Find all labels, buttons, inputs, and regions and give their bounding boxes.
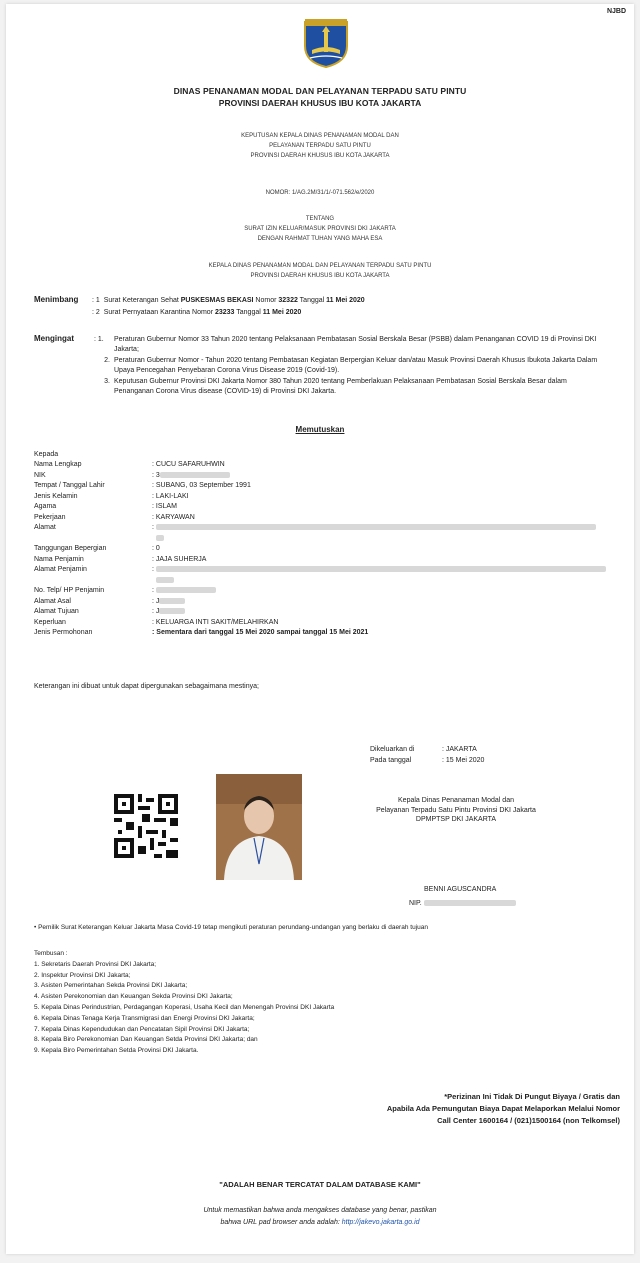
redacted-alamat (156, 524, 596, 530)
mengingat-item-1: : 1. Peraturan Gubernur Nomor 33 Tahun 2020 tentang Pelaksanaan Pembatasan Sosial Berskala Besar (PSBB) dalam Penanganan COVID 19 di Provinsi DKI Jakarta; (94, 336, 597, 353)
signer-title: Kepala Dinas Penanaman Modal dan Pelayanan Terpadu Satu Pintu Provinsi DKI Jakarta DPMPTSP DKI JAKARTA (376, 797, 536, 823)
applicant-details (34, 461, 606, 640)
decree-heading: KEPUTUSAN KEPALA DINAS PENANAMAN MODAL DAN PELAYANAN TERPADU SATU PINTU PROVINSI DAERAH KHUSUS IBU KOTA JAKARTA (241, 133, 399, 159)
field-nik: NIK : 3 (34, 472, 606, 483)
memutuskan-heading: Memutuskan (295, 425, 345, 434)
menimbang-item-2: : 2 Surat Pernyataan Karantina Nomor 23233 Tanggal 11 Mei 2020 (92, 309, 302, 316)
note-text: • Pemilik Surat Keterangan Keluar Jakarta Masa Covid-19 tetap mengikuti peraturan perundang-undangan yang berlaku di daerah tujuan (34, 924, 428, 931)
mengingat-list (94, 335, 599, 396)
redacted-telp (156, 587, 216, 593)
decree-number: NOMOR: 1/AG.2M/31/1/-071.562/e/2020 (265, 190, 375, 196)
tembusan-list: Tembusan : 1. Sekretaris Daerah Provinsi DKI Jakarta; 2. Inspektur Provinsi DKI Jakarta; 3. Asisten Pemerintahan Sekda Provinsi DKI Jakarta; 4. Asisten Perekonomian dan Keuangan Sekda Provinsi DKI Jakarta; 5. Kepala Dinas Perindustrian, Perdagangan Koperasi, Usaha Kecil dan Menengah Provinsi DKI Jakarta 6. Kepala Dinas Tenaga Kerja Transmigrasi dan Energi Provinsi DKI Jakarta; 7. Kepala Dinas Kependudukan dan Pencatatan Sipil Provinsi DKI Jakarta; 8. Kepala Biro Perekonomian Dan Keuangan Setda Provinsi DKI Jakarta; dan 9. Kepala Biro Pemerintahan Setda Provinsi DKI Jakarta. (34, 950, 335, 1055)
menimbang-item-1: : 1 Surat Keterangan Sehat PUSKESMAS BEKASI Nomor 32322 Tanggal 11 Mei 2020 (92, 297, 365, 304)
field-nama: Nama Lengkap : CUCU SAFARUHWIN (34, 461, 225, 468)
document-code: NJBD (606, 8, 626, 15)
field-alamat-tujuan: Alamat Tujuan : J (34, 608, 606, 619)
verify-text: Untuk memastikan bahwa anda mengakses database yang benar, pastikan bahwa URL pad browser anda adalah: http://jakevo.jakarta.go.id (203, 1207, 437, 1226)
kepada-label: Kepada (34, 451, 59, 458)
redacted-alamat-penjamin (156, 566, 606, 572)
agency-subtitle: PROVINSI DAERAH KHUSUS IBU KOTA JAKARTA (218, 98, 422, 108)
field-jenis-kelamin: Jenis Kelamin : LAKI-LAKI (34, 492, 189, 500)
field-pekerjaan: Pekerjaan : KARYAWAN (34, 513, 195, 521)
field-keperluan: Keperluan : KELUARGA INTI SAKIT/MELAHIRKAN (34, 618, 279, 626)
agency-title: DINAS PENANAMAN MODAL DAN PELAYANAN TERPADU SATU PINTU (173, 86, 467, 96)
signer-nip: NIP. (409, 899, 516, 909)
field-alamat-asal: Alamat Asal : J (34, 598, 606, 609)
issued-info: Dikeluarkan di : JAKARTA Pada tanggal : 15 Mei 2020 (370, 746, 485, 764)
redacted-nik (160, 472, 230, 478)
field-alamat-penjamin: Alamat Penjamin : (34, 566, 606, 577)
field-alamat: Alamat : (34, 524, 606, 535)
field-telp: No. Telp/ HP Penjamin : (34, 587, 606, 598)
mengingat-item-3: 3. Keputusan Gubernur Provinsi DKI Jakarta Nomor 380 Tahun 2020 tentang Pemberlakuan Pelaksanaan Pembatasan Sosial Berskala Besar dalam Penanganan Corona Virus disease (COVID-19) di Provinsi DKI Jakarta. (104, 378, 567, 395)
field-jenis-permohonan: Jenis Permohonan : Sementara dari tanggal 15 Mei 2020 sampai tanggal 15 Mei 2021 (34, 629, 369, 636)
decree-head-title: KEPALA DINAS PENANAMAN MODAL DAN PELAYANAN TERPADU SATU PINTU PROVINSI DAERAH KHUSUS IBU KOTA JAKARTA (208, 263, 432, 279)
field-ttl: Tempat / Tanggal Lahir : SUBANG, 03 September 1991 (34, 482, 251, 489)
field-penjamin: Nama Penjamin : JAJA SUHERJA (34, 555, 207, 563)
applicant-photo (216, 774, 302, 880)
keterangan-text: Keterangan ini dibuat untuk dapat dipergunakan sebagaimana mestinya; (34, 683, 259, 690)
qr-code-icon (114, 794, 178, 858)
decree-about: TENTANG SURAT IZIN KELUAR/MASUK PROVINSI DKI JAKARTA DENGAN RAHMAT TUHAN YANG MAHA ESA (244, 216, 396, 242)
mengingat-label: Mengingat (34, 334, 74, 343)
field-agama: Agama : ISLAM (34, 503, 177, 510)
verify-url-link[interactable]: http://jakevo.jakarta.go.id (341, 1219, 420, 1226)
signer-name: BENNI AGUSCANDRA (424, 886, 497, 893)
dki-jakarta-crest-icon (302, 16, 350, 68)
menimbang-label: Menimbang (34, 295, 79, 304)
free-of-charge-notice: *Perizinan Ini Tidak Di Pungut Biyaya / Gratis dan Apabila Ada Pemungutan Biaya Dapat Melaporkan Melalui Nomor Call Center 1600164 / (021)1500164 (non Telkomsel) (386, 1092, 620, 1125)
document-page (6, 4, 634, 1254)
mengingat-item-2: 2. Peraturan Gubernur Nomor - Tahun 2020 tentang Pembatasan Kegiatan Berpergian Keluar dan/atau Masuk Provinsi Daerah Khusus Ibukota Jakarta Dalam Upaya Pencegahan Penyebaran Corona Virus Disease 2019 (Covid-19). (104, 357, 598, 374)
field-tanggungan: Tanggungan Bepergian : 0 (34, 545, 160, 552)
database-statement: "ADALAH BENAR TERCATAT DALAM DATABASE KAMI" (219, 1180, 421, 1189)
